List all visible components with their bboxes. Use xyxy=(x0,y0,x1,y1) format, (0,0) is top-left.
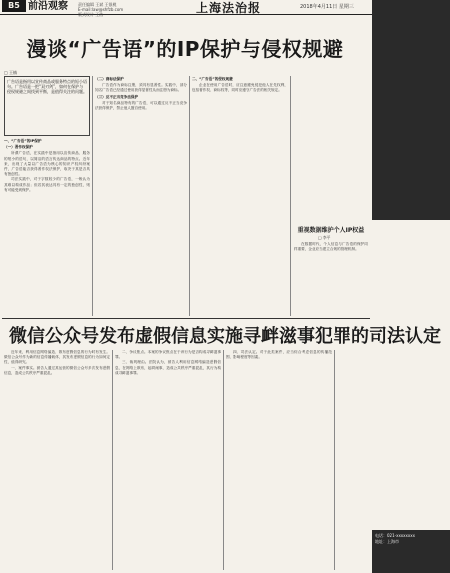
article-column-3 xyxy=(192,76,288,316)
sidebar-column xyxy=(294,242,368,316)
subheading: 二、“广告语”的侵权规避 xyxy=(192,77,233,81)
editor-line: 版式设计 王浩 xyxy=(78,12,104,17)
article2-column-1 xyxy=(4,350,110,570)
paragraph: 四、司法认定。对于此类案件，应当综合考虑信息的传播范围、影响程度等因素。 xyxy=(226,350,332,360)
column-divider xyxy=(334,350,335,570)
article2-column-2 xyxy=(115,350,221,570)
paragraph: 司法实践中，对于字数较少的广告语，一般认为其难以构成作品；但若其表达具有一定的独创性，则有可能受到保护。 xyxy=(4,177,90,192)
article-headline: 漫谈“广告语”的IP保护与侵权规避 xyxy=(26,37,344,61)
right-advertisement-block xyxy=(372,0,450,220)
page-number-badge: B5 xyxy=(2,0,26,12)
column-divider xyxy=(92,76,93,316)
paragraph: 在数据时代，个人信息与广告语的保护同样重要，企业应当建立合规的管理机制。 xyxy=(294,242,368,252)
subheading: （三）反不正当竞争法保护 xyxy=(95,94,139,99)
contact-box xyxy=(372,530,450,573)
editor-line: E-mail:law@shfzb.com xyxy=(78,7,124,12)
contact-line: 电话：021-xxxxxxxx xyxy=(375,533,416,538)
section-divider xyxy=(2,318,370,319)
paragraph: 一、案件事实。被告人通过其运营的微信公众号多次发布虚假信息，造成公共秩序严重混乱。 xyxy=(4,365,110,375)
column-divider xyxy=(112,350,113,570)
paragraph: 三、裁判理由。法院认为，被告人利用信息网络编造虚假信息，在网络上散布，起哄闹事，造成公共秩序严重混乱，其行为构成寻衅滋事罪。 xyxy=(115,360,221,375)
contact-line: 地址：上海市 xyxy=(375,539,399,544)
paragraph: 近年来，利用信息网络编造、散布虚假信息的行为时有发生。微信公众号作为新的信息传播载体，其发布虚假信息的行为如何定性，值得研究。 xyxy=(4,350,110,365)
article-byline: □ 王楠 xyxy=(4,70,18,75)
newspaper-masthead: 上海法治报 xyxy=(196,1,262,15)
sidebar-headline: 重视数据维护个人IP权益 xyxy=(297,227,365,234)
issue-date: 2018年4月11日 星期三 xyxy=(300,4,354,10)
article-column-2 xyxy=(95,76,187,316)
article2-column-3 xyxy=(226,350,332,570)
article-abstract-box: 广告语是指用以宣传商品或服务特点的短小语句。广告语是一把“双刃剑”，如何在保护与侵权规避之间找到平衡，是值得关注的问题。 xyxy=(4,76,90,136)
paragraph: 广告语作为商标注册，须具有显著性。实践中，部分知名广告语已经通过使用获得显著性从而注册为商标。 xyxy=(95,83,187,93)
article2-headline: 微信公众号发布虚假信息实施寻衅滋事犯罪的司法认定 xyxy=(9,326,441,347)
subheading: （二）商标法保护 xyxy=(95,77,124,81)
column-divider xyxy=(223,350,224,570)
sidebar-byline: □ 李平 xyxy=(318,235,331,240)
paragraph: 二、争议焦点。本案的争议焦点在于该行为是否构成寻衅滋事罪。 xyxy=(115,350,221,360)
section-title: 前沿观察 xyxy=(28,1,68,12)
column-divider xyxy=(290,76,291,316)
paragraph: 所谓广告语，在实践中是指用以宣传商品、服务的短小的语句，以简洁的语言传达商品的特点。近年来，出现了大量以广告语为核心的知识产权纠纷案件，广告语能否获得著作权法保护，取决于其是否具有独创性。 xyxy=(4,151,90,177)
paragraph: 对于知名商品特有的广告语，可以通过反不正当竞争法获得保护，禁止他人擅自使用。 xyxy=(95,100,187,111)
editor-line: 责任编辑 王斌 王银桃 xyxy=(78,2,117,7)
subheading: 一、“广告语”的IP保护 xyxy=(4,139,42,143)
editor-credits xyxy=(78,2,158,17)
subheading: （一）著作权保护 xyxy=(4,145,33,150)
article-column-1 xyxy=(4,138,90,316)
paragraph: 企业在使用广告语时，应注意避免侵犯他人在先权利，包括著作权、商标权等，同时应遵守广告法的相关规定。 xyxy=(192,83,288,93)
column-divider xyxy=(189,76,190,316)
